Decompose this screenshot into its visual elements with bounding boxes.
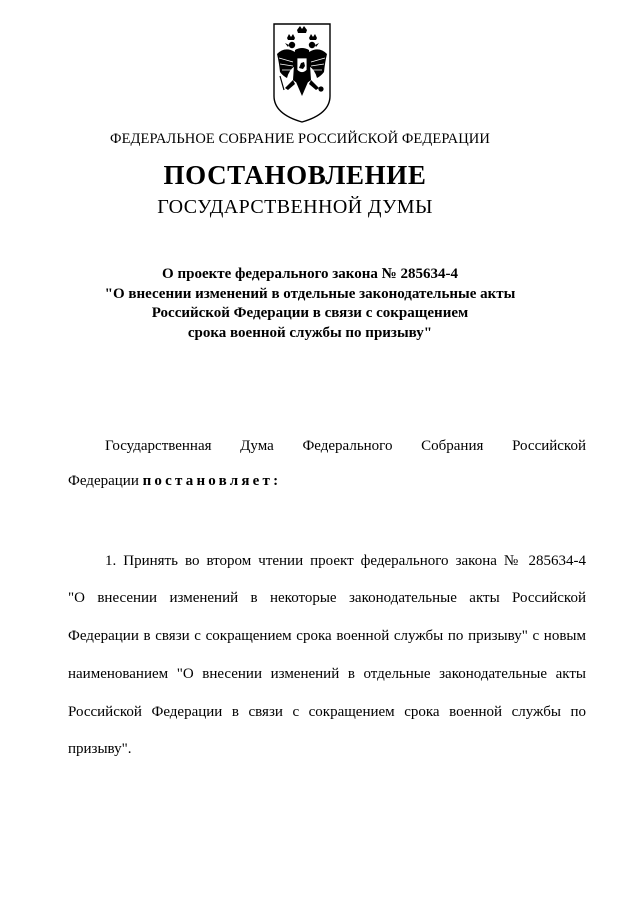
- paragraph-line: "О внесении изменений в некоторые законодательные акты Российской: [68, 590, 586, 606]
- subject-line: срока военной службы по призыву": [187, 324, 433, 341]
- subject-line: О проекте федерального закона № 285634-4: [162, 266, 458, 282]
- preamble-text: Федерации: [68, 473, 143, 489]
- paragraph-line: Российской Федерации в связи с сокращением срока военной службы по: [68, 704, 586, 720]
- paragraph-line: призыву".: [68, 741, 132, 757]
- paragraph-line: Федерации в связи с сокращением срока военной службы по призыву" с новым: [68, 628, 586, 644]
- decree-word: постановляет:: [142, 473, 282, 489]
- resolution-subject: [0, 265, 620, 343]
- preamble-line: Государственная Дума Федерального Собрания Российской: [105, 438, 586, 454]
- paragraph-line: наименованием "О внесении изменений в отдельные законодательные акты: [68, 666, 586, 682]
- paragraph-line: 1. Принять во втором чтении проект федерального закона № 285634-4: [105, 553, 586, 569]
- subject-line: "О внесении изменений в отдельные законодательные акты: [104, 285, 516, 302]
- document-type-title: ПОСТАНОВЛЕНИЕ: [163, 160, 427, 190]
- coat-of-arms-icon: [271, 18, 333, 124]
- preamble-line: [68, 473, 586, 490]
- subject-line: Российской Федерации в связи с сокращением: [151, 305, 469, 321]
- issuer-title: ГОСУДАРСТВЕННОЙ ДУМЫ: [157, 196, 433, 218]
- assembly-title: ФЕДЕРАЛЬНОЕ СОБРАНИЕ РОССИЙСКОЙ ФЕДЕРАЦИИ: [110, 131, 490, 147]
